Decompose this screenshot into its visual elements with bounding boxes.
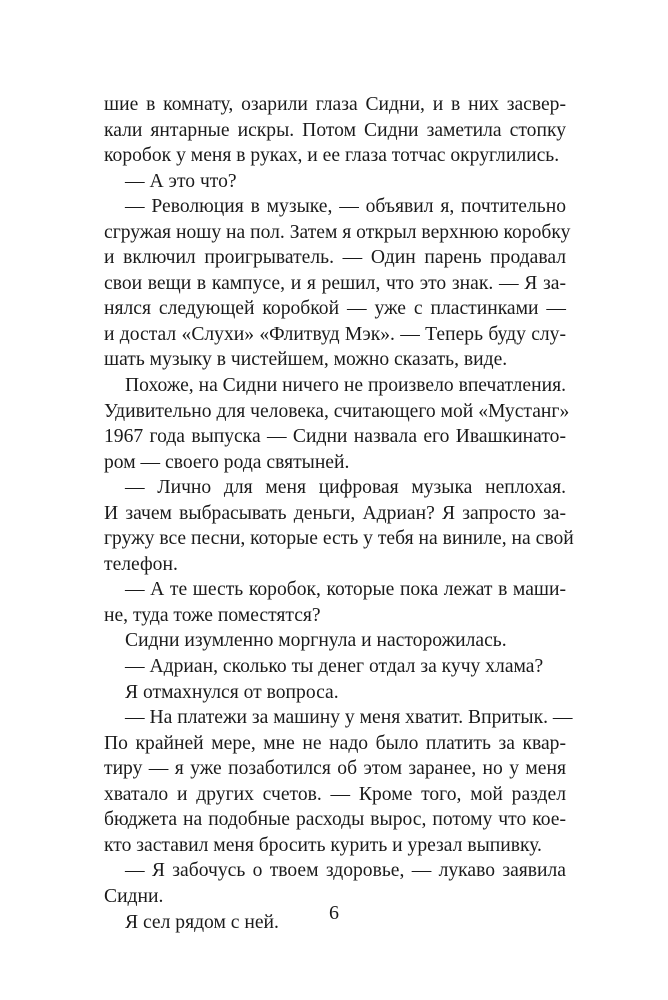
text-line: шать музыку в чистейшем, можно сказать, виде. [104, 349, 508, 371]
paragraph [104, 92, 566, 169]
text-line: свои вещи в кампусе, и я решил, что это знак. — Я за- [104, 272, 566, 294]
text-line: По крайней мере, мне не надо было платить за квар- [104, 732, 566, 754]
text-line: Я отмахнулся от вопроса. [125, 681, 339, 703]
paragraph [104, 654, 566, 680]
text-line: — Революция в музыке, — объявил я, почтительно [125, 196, 566, 218]
text-line: сгружая ношу на пол. Затем я открыл верхнюю коробку [104, 221, 571, 243]
paragraph [104, 475, 574, 577]
text-line: — Лично для меня цифровая музыка неплохая. [125, 477, 566, 499]
text-line: Сидни. [104, 885, 164, 907]
text-line: — А те шесть коробок, которые пока лежат в маши- [125, 579, 566, 601]
text-line: ром — своего рода святыней. [104, 451, 350, 473]
text-line: и достал «Слухи» «Флитвуд Мэк». — Теперь буду слу- [104, 323, 566, 345]
body-text [104, 92, 574, 935]
text-line: — На платежи за машину у меня хватит. Впритык. — [125, 707, 573, 729]
text-line: гружу все песни, которые есть у тебя на виниле, на свой [104, 528, 574, 550]
text-line: тиру — я уже позаботился об этом заранее, но у меня [104, 758, 566, 780]
text-line: — Адриан, сколько ты денег отдал за кучу хлама? [125, 656, 544, 678]
text-line: — А это что? [125, 170, 237, 192]
text-line: и включил проигрыватель. — Один парень продавал [104, 247, 566, 269]
text-line: Сидни изумленно моргнула и насторожилась. [125, 630, 507, 652]
text-line: 1967 года выпуска — Сидни назвала его Ивашкинато- [104, 426, 566, 448]
paragraph [104, 705, 573, 858]
text-line: Удивительно для человека, считающего мой «Мустанг» [104, 400, 570, 422]
paragraph [104, 194, 571, 373]
text-line: Похоже, на Сидни ничего не произвело впечатления. [125, 375, 566, 397]
text-line: кто заставил меня бросить курить и урезал выпивку. [104, 834, 542, 856]
text-line: нялся следующей коробкой — уже с пластинками — [104, 298, 566, 320]
text-line: И зачем выбрасывать деньги, Адриан? Я запросто за- [104, 502, 566, 524]
paragraph [104, 628, 566, 654]
text-line: бюджета на подобные расходы вырос, потому что кое- [104, 809, 566, 831]
text-line: телефон. [104, 553, 178, 575]
text-line: хватало и других счетов. — Кроме того, мой раздел [104, 783, 566, 805]
paragraph [104, 680, 566, 706]
text-line: шие в комнату, озарили глаза Сидни, и в них засвер- [104, 94, 566, 115]
paragraph [104, 577, 566, 628]
paragraph [104, 373, 570, 475]
text-line: не, туда тоже поместятся? [104, 604, 321, 626]
text-line: Я сел рядом с ней. [125, 911, 279, 933]
text-line: коробок у меня в руках, и ее глаза тотчас округлились. [104, 145, 560, 167]
text-line: — Я забочусь о твоем здоровье, — лукаво заявила [125, 860, 566, 882]
paragraph [104, 169, 566, 195]
page-number: 6 [329, 902, 339, 924]
text-line: кали янтарные искры. Потом Сидни заметила стопку [104, 119, 566, 141]
